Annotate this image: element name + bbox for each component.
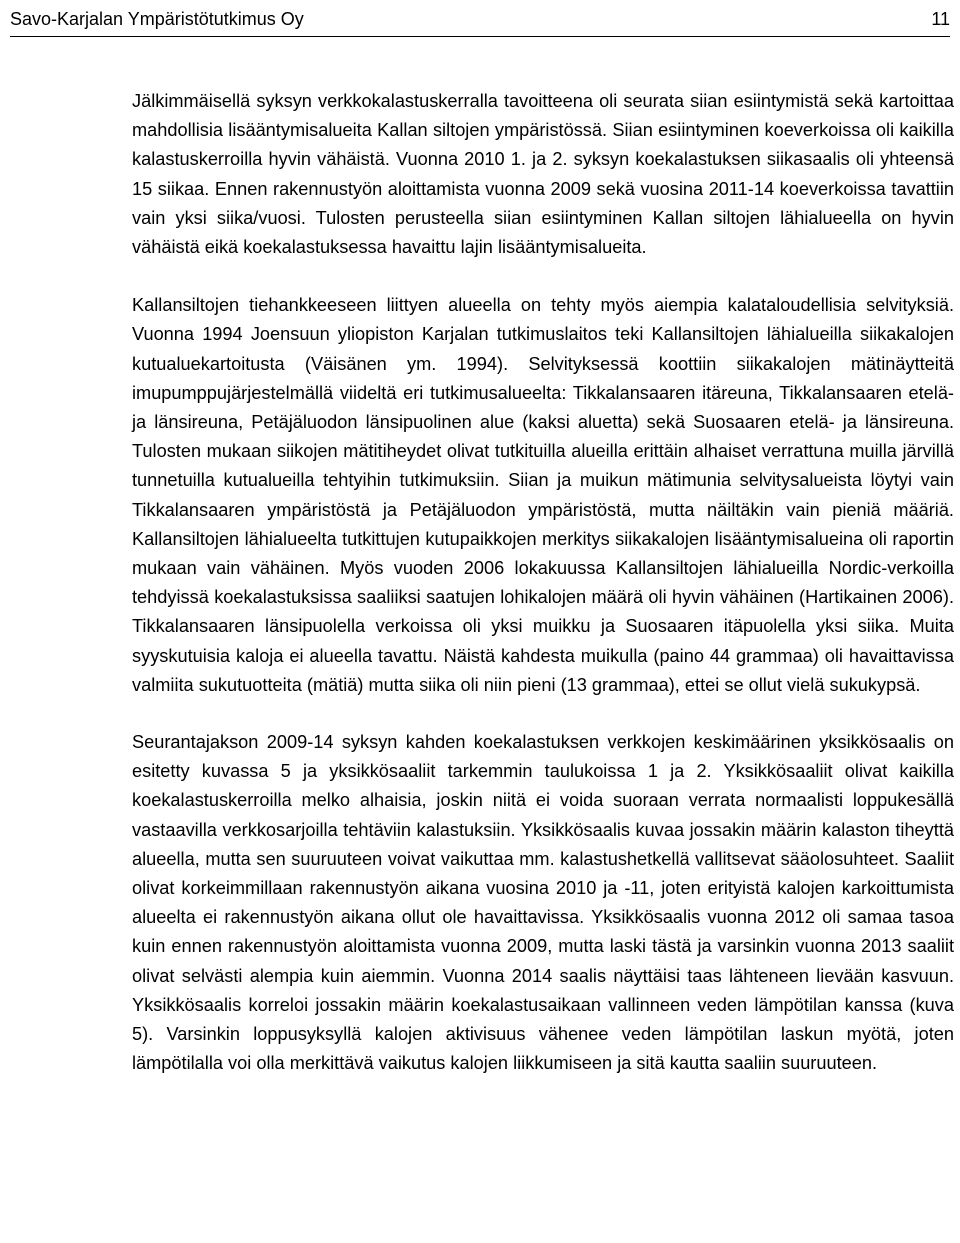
paragraph: Seurantajakson 2009-14 syksyn kahden koekalastuksen verkkojen keskimäärinen yksikkösaalis on esitetty kuvassa 5 ja yksikkösaaliit tarkemmin taulukoissa 1 ja 2. Yksikkösaaliit olivat kaikilla koekalastuskerroilla melko alhaisia, joskin niitä ei voida suoraan verrata normaalisti loppukesällä vastaavilla verkkosarjoilla tehtäviin kalastuksiin. Yksikkösaalis kuvaa jossakin määrin kalaston tiheyttä alueella, mutta sen suuruuteen voivat vaikuttaa mm. kalastushetkellä vallitsevat sääolosuhteet. Saaliit olivat korkeimmillaan rakennustyön aikana vuosina 2010 ja -11, joten erityistä kalojen karkoittumista alueelta ei rakennustyön aikana ollut ole havaittavissa. Yksikkösaalis vuonna 2012 oli samaa tasoa kuin ennen rakennustyön aloittamista vuonna 2009, mutta laski tästä ja varsinkin vuonna 2013 saaliit olivat selvästi alempia kuin aiemmin. Vuonna 2014 saalis näyttäisi taas lähteneen lievään kasvuun. Yksikkösaalis korreloi jossakin määrin koekalastusaikaan vallinneen veden lämpötilan kanssa (kuva 5). Varsinkin loppusyksyllä kalojen aktivisuus vähenee veden lämpötilan laskun myötä, joten lämpötilalla voi olla merkittävä vaikutus kalojen liikkumiseen ja sitä kautta saaliin suuruuteen. bbox=[132, 732, 954, 1074]
header-divider bbox=[10, 36, 950, 37]
paragraph: Jälkimmäisellä syksyn verkkokalastuskerralla tavoitteena oli seurata siian esiintymistä sekä kartoittaa mahdollisia lisääntymisalueita Kallan siltojen ympäristössä. Siian esiintyminen koeverkoissa oli kaikilla kalastuskerroilla hyvin vähäistä. Vuonna 2010 1. ja 2. syksyn koekalastuksen siikasaalis oli yhteensä 15 siikaa. Ennen rakennustyön aloittamista vuonna 2009 sekä vuosina 2011-14 koeverkoissa tavattiin vain yksi siika/vuosi. Tulosten perusteella siian esiintyminen Kallan siltojen lähialueella on hyvin vähäistä eikä koekalastuksessa havaittu lajin lisääntymisalueita. bbox=[132, 91, 954, 258]
body-text bbox=[132, 87, 954, 1079]
paragraph: Kallansiltojen tiehankkeeseen liittyen alueella on tehty myös aiempia kalataloudellisia selvityksiä. Vuonna 1994 Joensuun yliopiston Karjalan tutkimuslaitos teki Kallansiltojen lähialueilla siikakalojen kutualuekartoitusta (Väisänen ym. 1994). Selvityksessä koottiin siikakalojen mätinäytteitä imupumppujärjestelmällä viideltä eri tutkimusalueelta: Tikkalansaaren itäreuna, Tikkalansaaren etelä- ja länsireuna, Petäjäluodon länsipuolinen alue (kaksi aluetta) sekä Suosaaren etelä- ja länsireuna. Tulosten mukaan siikojen mätitiheydet olivat tutkituilla alueilla erittäin alhaiset verrattuna muilla järvillä tunnetuilla kutualueilla tehtyihin tutkimuksiin. Siian ja muikun mätimunia selvitysalueista löytyi vain Tikkalansaaren ympäristöstä ja Petäjäluodon ympäristöstä, mutta näiltäkin vain pieniä määriä. Kallansiltojen lähialueelta tutkittujen kutupaikkojen merkitys siikakalojen lisääntymisalueina oli raportin mukaan vain vähäinen. Myös vuoden 2006 lokakuussa Kallansiltojen lähialueilla Nordic-verkoilla tehdyissä koekalastuksissa saaliiksi saatujen lohikalojen määrä oli hyvin vähäinen (Hartikainen 2006). Tikkalansaaren länsipuolella verkoissa oli yksi muikku ja Suosaaren itäpuolella yksi siika. Muita syyskutuisia kaloja ei alueella tavattu. Näistä kahdesta muikulla (paino 44 grammaa) oli havaittavissa valmiita sukutuotteita (mätiä) mutta siika oli niin pieni (13 grammaa), ettei se ollut vielä sukukypsä. bbox=[132, 295, 954, 695]
page-number: 11 bbox=[931, 9, 950, 29]
page-header bbox=[10, 0, 950, 30]
header-organization: Savo-Karjalan Ympäristötutkimus Oy bbox=[10, 9, 304, 29]
